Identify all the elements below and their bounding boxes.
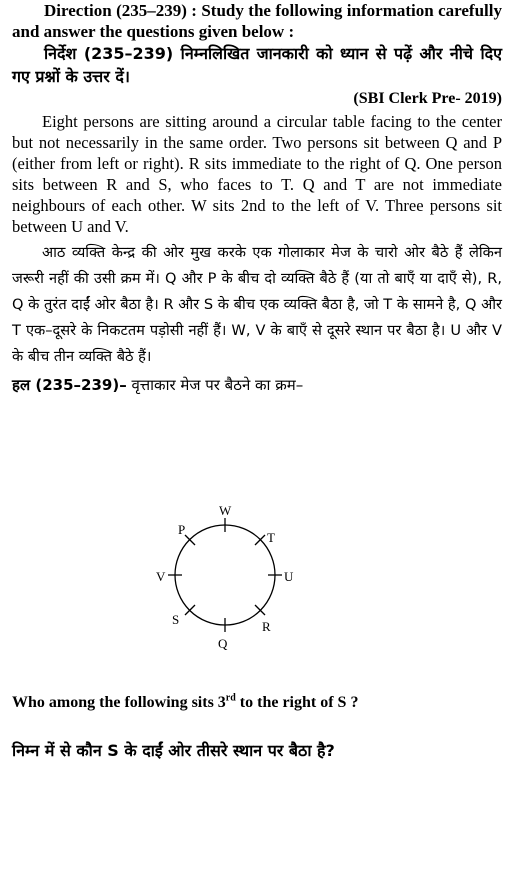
seat-label-left: V [156,569,166,584]
page-content [12,0,502,396]
question-en-superscript: rd [225,692,236,704]
seat-label-right: U [284,569,294,584]
exam-source: (SBI Clerk Pre- 2019) [353,90,502,107]
seat-label-bottom: Q [218,636,228,651]
question-en-prefix: Who among the following sits 3 [12,694,226,711]
seat-label-top: W [219,503,232,518]
seat-label-bottom-right: R [262,619,271,634]
puzzle-text-en: Eight persons are sitting around a circular table facing to the center but not necessarily in the same order. Two persons sit between Q and P (either from left or right). R sits immediate to the right of Q. One person sits between R and S, who faces to T. Q and T are not immediate neighbours of each other. W sits 2nd to the left of V. Three persons sit between U and V. [12,112,502,236]
solution-label: हल (235–239)– [12,376,127,394]
direction-en: Direction (235–239) : Study the following information carefully and answer the questions given below : [12,1,502,41]
question-hi: निम्न में से कौन S के दाईं ओर तीसरे स्थान पर बैठा है? [12,741,335,760]
question-en [12,692,452,714]
solution-text: वृत्ताकार मेज पर बैठने का क्रम– [126,376,304,394]
seat-label-top-left: P [178,522,186,537]
direction-hi: निर्देश (235–239) निम्नलिखित जानकारी को ध्यान से पढ़ें और नीचे दिए गए प्रश्नों के उत्तर दें। [12,44,502,86]
seat-label-top-right: T [267,530,275,545]
seating-diagram [130,490,320,660]
seat-label-bottom-left: S [172,612,180,627]
question-en-suffix: to the right of S ? [235,694,359,711]
puzzle-text-hi: आठ व्यक्ति केन्द्र की ओर मुख करके एक गोलाकार मेज के चारो ओर बैठे हैं लेकिन जरूरी नहीं की उसी क्रम में। Q और P के बीच दो व्यक्ति बैठे हैं (या तो बाएँ या दाएँ से), R, Q के तुरंत दाईं ओर बैठा है। R और S के बीच एक व्यक्ति बैठा है, जो T के सामने है, Q और T एक–दूसरे के निकटतम पड़ोसी नहीं हैं। W, V के बाएँ से दूसरे स्थान पर बैठा है। U और V के बीच तीन व्यक्ति बैठे हैं। [12,244,502,365]
solution-heading [12,374,502,396]
